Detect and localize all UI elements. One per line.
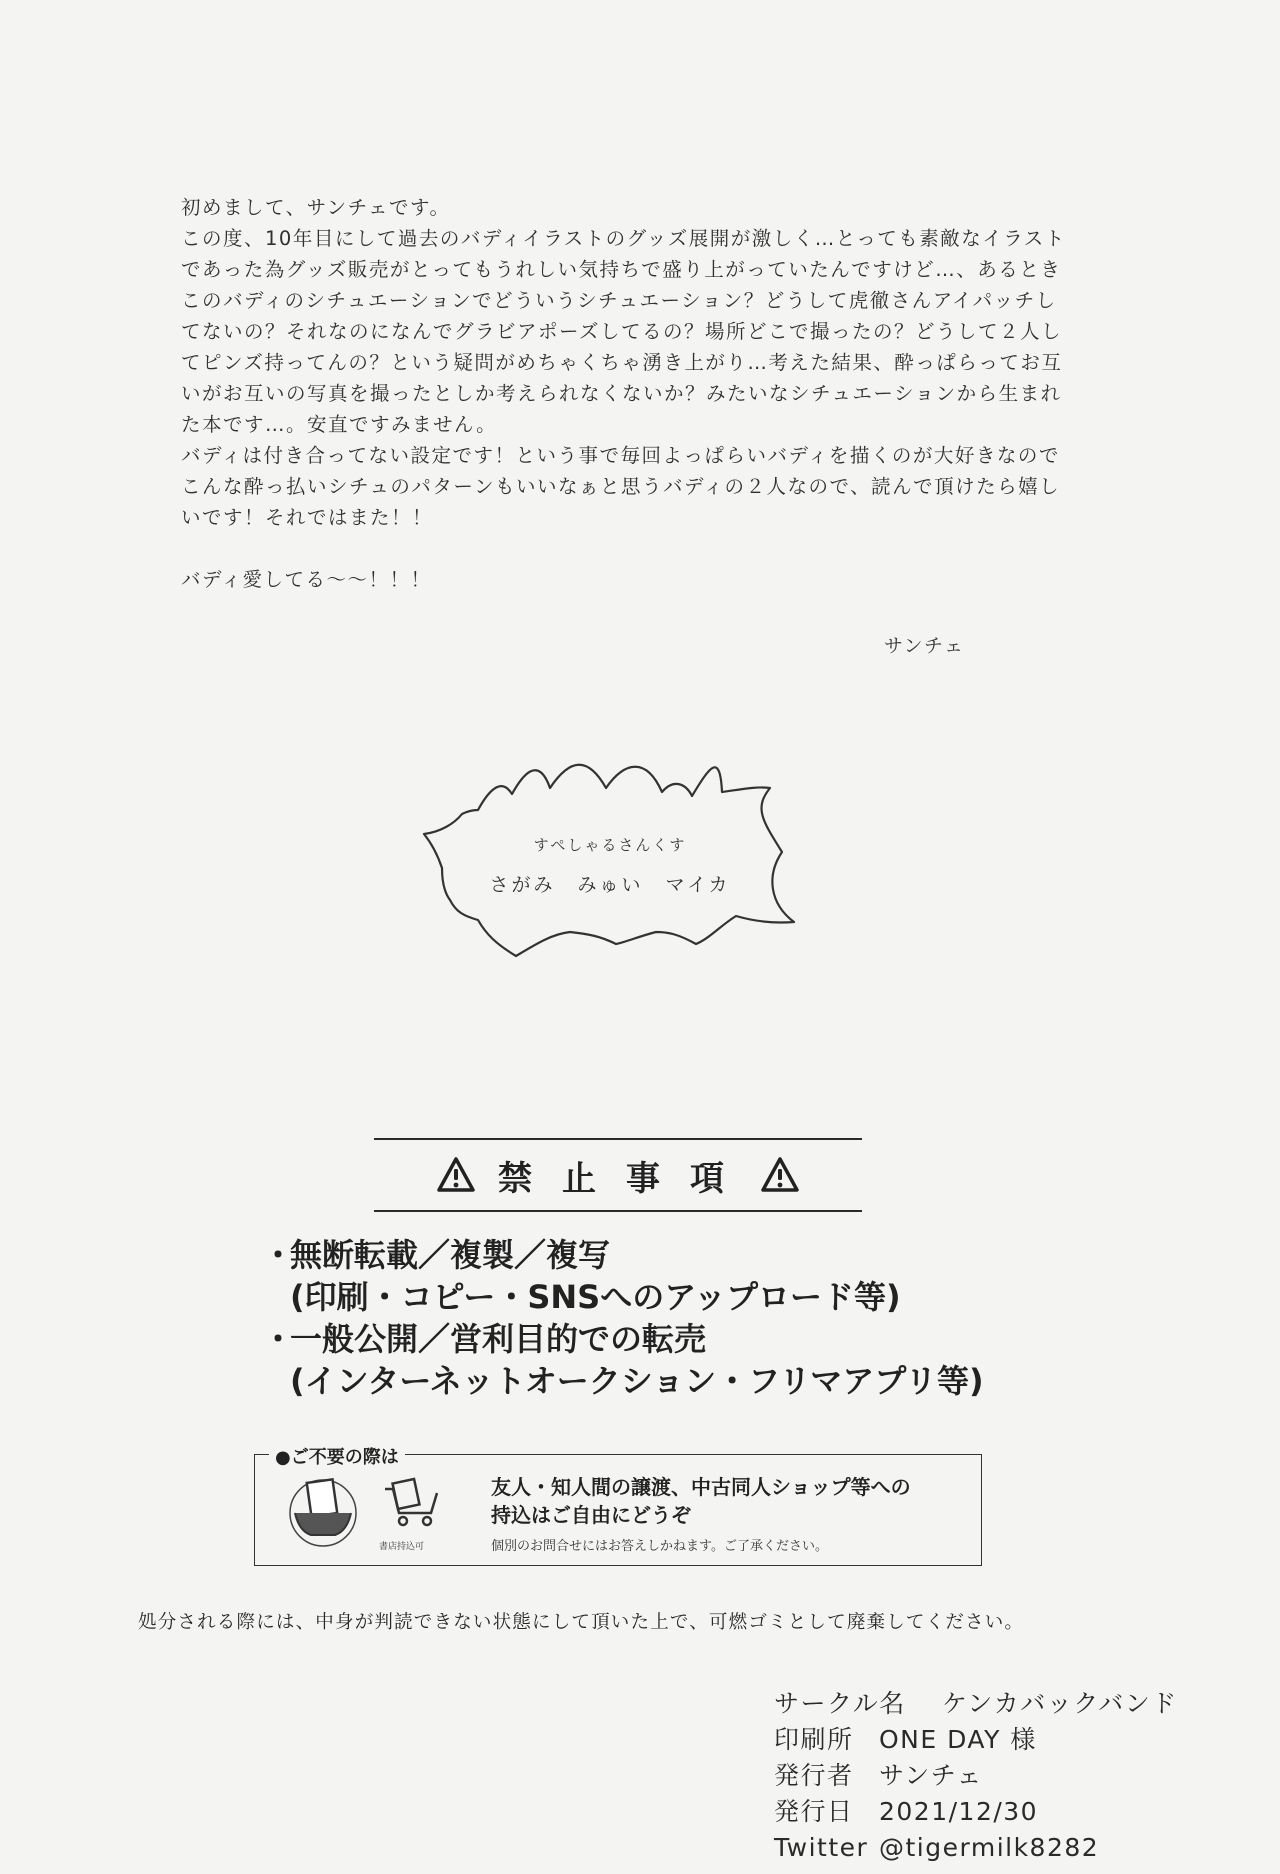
speech-bubble-outline [420, 748, 800, 963]
afterword [181, 192, 1081, 595]
colophon-row [774, 1794, 1178, 1830]
afterword-line: た本です…。安直ですみません。 [181, 413, 498, 436]
recycle-hands-icon [289, 1473, 357, 1549]
prohibition-item: ・一般公開／営利目的での転売 [262, 1320, 707, 1358]
colophon-value: サンチェ [879, 1761, 984, 1790]
disposal-text: 友人・知人間の譲渡、中古同人ショップ等への [491, 1475, 911, 1499]
colophon-row [774, 1722, 1178, 1758]
afterword-line: いがお互いの写真を撮ったとしか考えられなくないか？みたいなシチュエーションから生まれ [181, 382, 1062, 405]
prohibitions-title: 禁止事項 [498, 1158, 754, 1199]
cart-caption: 書店持込可 [379, 1542, 425, 1552]
prohibitions-list [262, 1234, 984, 1402]
colophon-row [774, 1686, 1178, 1722]
prohibition-item-sub: (印刷・コピー・SNSへのアップロード等) [290, 1278, 901, 1316]
afterword-line: こんな酔っ払いシチュのパターンもいいなぁと思うバディの２人なので、読んで頂けたら嬉し [181, 475, 1061, 498]
colophon-row [774, 1830, 1178, 1866]
colophon-value: ONE DAY 様 [879, 1725, 1037, 1754]
special-thanks-title: すぺしゃるさんくす [533, 836, 687, 854]
colophon-label: 印刷所 [774, 1725, 854, 1754]
colophon-row [774, 1758, 1178, 1794]
afterword-line: であった為グッズ販売がとってもうれしい気持ちで盛り上がっていたんですけど…、あるとき [181, 258, 1062, 281]
afterword-line: てないの？それなのになんでグラビアポーズしてるの？場所どこで撮ったの？どうして２人し [181, 320, 1063, 343]
disposal-label: ●ご不要の際は [269, 1443, 405, 1469]
colophon-label: Twitter [774, 1833, 869, 1862]
afterword-line: 初めまして、サンチェです。 [181, 196, 451, 219]
afterword-line: このバディのシチュエーションでどういうシチュエーション？どうして虎徹さんアイパッチし [181, 289, 1057, 312]
disposal-box [254, 1447, 982, 1566]
colophon-label: 発行日 [774, 1797, 854, 1826]
colophon-label: サークル名 [774, 1689, 906, 1718]
colophon-value: @tigermilk8282 [879, 1833, 1100, 1862]
special-thanks-names: さがみ みゅい マイカ [489, 874, 731, 896]
warning-icon [760, 1156, 800, 1194]
disposal-note: 処分される際には、中身が判読できない状態にして頂いた上で、可燃ゴミとして廃棄してください。 [138, 1612, 1025, 1633]
shopping-cart-icon [383, 1477, 443, 1529]
signature: サンチェ [884, 635, 965, 657]
prohibitions-header [374, 1138, 862, 1212]
prohibition-item-main: 一般公開／営利目的での転売 [290, 1320, 707, 1358]
afterword-closing: バディ愛してる〜〜！！！ [181, 568, 432, 591]
colophon-value: ケンカバックバンド [942, 1689, 1178, 1718]
afterword-line: てピンズ持ってんの？という疑問がめちゃくちゃ湧き上がり…考えた結果、酔っぱらってお互 [181, 351, 1063, 374]
colophon-label: 発行者 [774, 1761, 854, 1790]
prohibition-item: ・無断転載／複製／複写 [262, 1236, 611, 1274]
prohibition-item-main: 無断転載／複製／複写 [290, 1236, 611, 1274]
disposal-small-text: 個別のお問合せにはお答えしかねます。ご了承ください。 [491, 1539, 828, 1554]
colophon-value: 2021/12/30 [879, 1797, 1039, 1826]
colophon [774, 1686, 1178, 1866]
prohibition-item-sub: (インターネットオークション・フリマアプリ等) [290, 1362, 984, 1400]
warning-icon [436, 1156, 476, 1194]
afterword-line: バディは付き合ってない設定です！という事で毎回よっぱらいバディを描くのが大好きなので [181, 444, 1060, 467]
disposal-text: 持込はご自由にどうぞ [491, 1503, 691, 1527]
afterword-line: いです！それではまた！！ [181, 506, 434, 529]
afterword-line: この度、10年目にして過去のバディイラストのグッズ展開が激しく…とっても素敵なイラスト [181, 227, 1066, 250]
special-thanks-bubble [420, 748, 800, 963]
